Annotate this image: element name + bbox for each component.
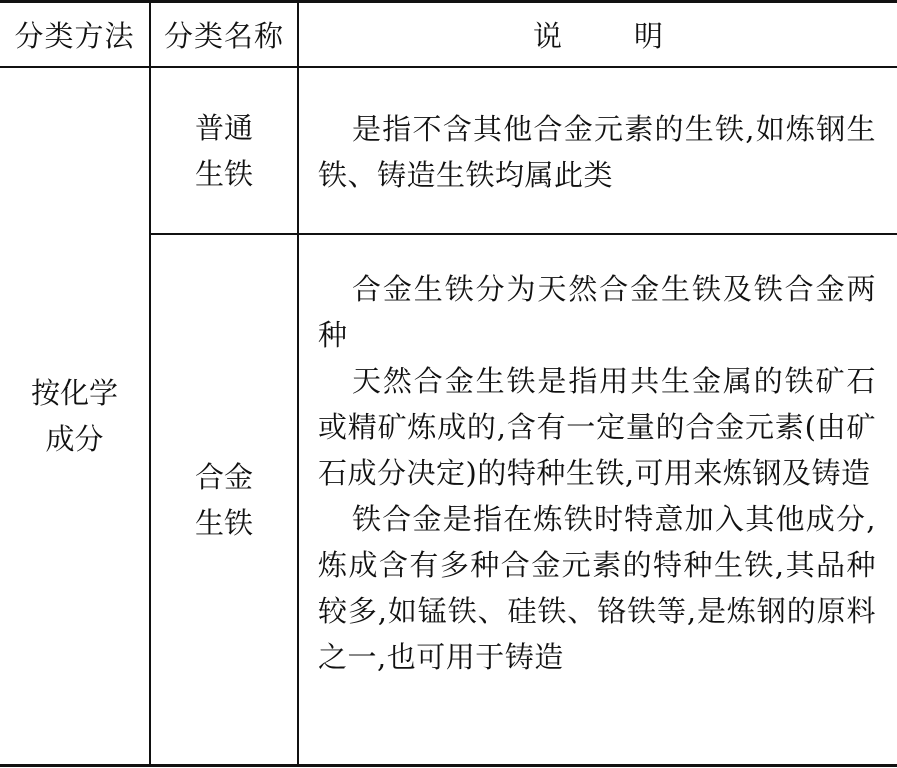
name-line-2: 生铁 [194,156,253,191]
desc-ordinary-pig-iron [318,106,876,198]
desc-paragraph: 合金生铁分为天然合金生铁及铁合金两种 [318,272,876,352]
desc-paragraph: 天然合金生铁是指用共生金属的铁矿石或精矿炼成的,含有一定量的合金元素(由矿石成分决定)的特种生铁,可用来炼钢及铸造 [318,364,876,490]
header-description [299,3,897,66]
name-line-1: 合金 [194,459,253,494]
method-by-chemical-composition [0,68,149,764]
header-description-right: 明 [634,19,664,53]
name-alloy-pig-iron [151,235,297,764]
column-divider-2 [297,0,299,767]
header-name: 分类名称 [163,19,284,53]
desc-paragraph: 是指不含其他合金元素的生铁,如炼钢生铁、铸造生铁均属此类 [318,112,876,192]
method-line-1: 按化学 [30,376,118,410]
name-line-2: 生铁 [194,505,253,540]
header-method: 分类方法 [14,19,135,53]
name-ordinary-pig-iron [151,68,297,233]
header-description-left: 说 [532,19,562,53]
desc-alloy-pig-iron [318,266,876,680]
method-line-2: 成分 [45,422,104,456]
name-line-1: 普通 [194,110,253,145]
desc-paragraph: 铁合金是指在炼铁时特意加入其他成分,炼成含有多种合金元素的特种生铁,其品种较多,如锰铁、硅铁、铬铁等,是炼钢的原料之一,也可用于铸造 [318,502,876,674]
bottom-border [0,764,897,767]
